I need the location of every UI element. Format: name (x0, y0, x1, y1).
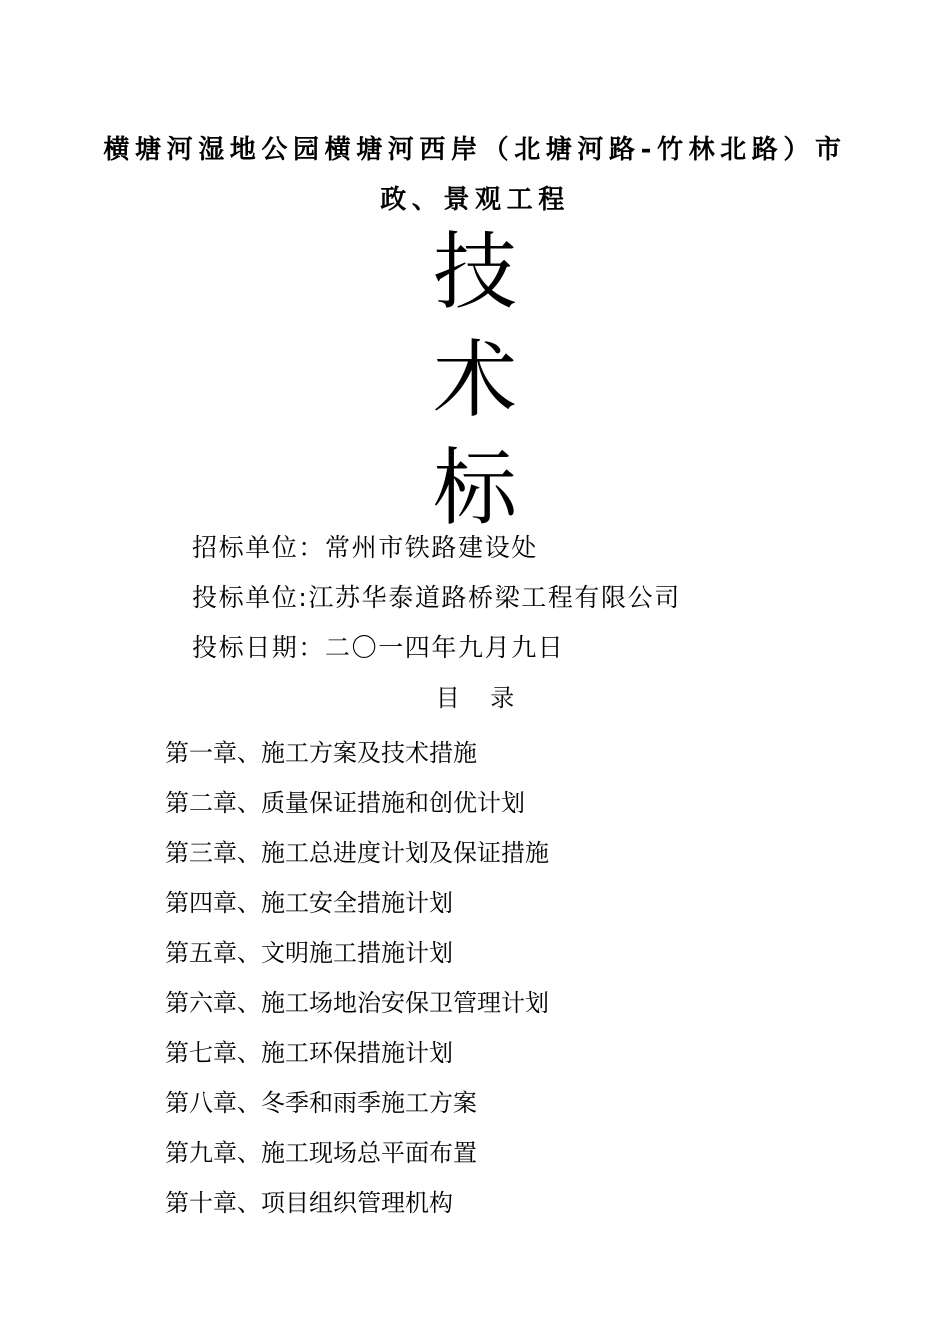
doc-type-char-1: 技 (432, 223, 517, 321)
toc-list (165, 728, 549, 1228)
doc-type-char-2: 术 (432, 331, 517, 429)
project-title-line-1: 横塘河湿地公园横塘河西岸（北塘河路-竹林北路）市 (103, 135, 847, 165)
tenderer-line: 招标单位：常州市铁路建设处 (192, 533, 538, 562)
toc-item: 第十章、项目组织管理机构 (165, 1189, 453, 1217)
toc-item: 第一章、施工方案及技术措施 (165, 739, 477, 767)
toc-item: 第三章、施工总进度计划及保证措施 (165, 839, 549, 867)
toc-item: 第二章、质量保证措施和创优计划 (165, 789, 525, 817)
toc-item: 第四章、施工安全措施计划 (165, 889, 453, 917)
toc-item: 第九章、施工现场总平面布置 (165, 1139, 477, 1167)
toc-heading: 目 录 (435, 684, 515, 712)
toc-item: 第五章、文明施工措施计划 (165, 939, 453, 967)
bidder-line: 投标单位:江苏华泰道路桥梁工程有限公司 (192, 583, 681, 612)
toc-item: 第七章、施工环保措施计划 (165, 1039, 453, 1067)
doc-type-char-3: 标 (432, 439, 517, 537)
toc-item: 第八章、冬季和雨季施工方案 (165, 1089, 477, 1117)
bid-date-line: 投标日期：二〇一四年九月九日 (192, 633, 565, 662)
toc-item: 第六章、施工场地治安保卫管理计划 (165, 989, 549, 1017)
project-title-line-2: 政、景观工程 (380, 185, 570, 215)
